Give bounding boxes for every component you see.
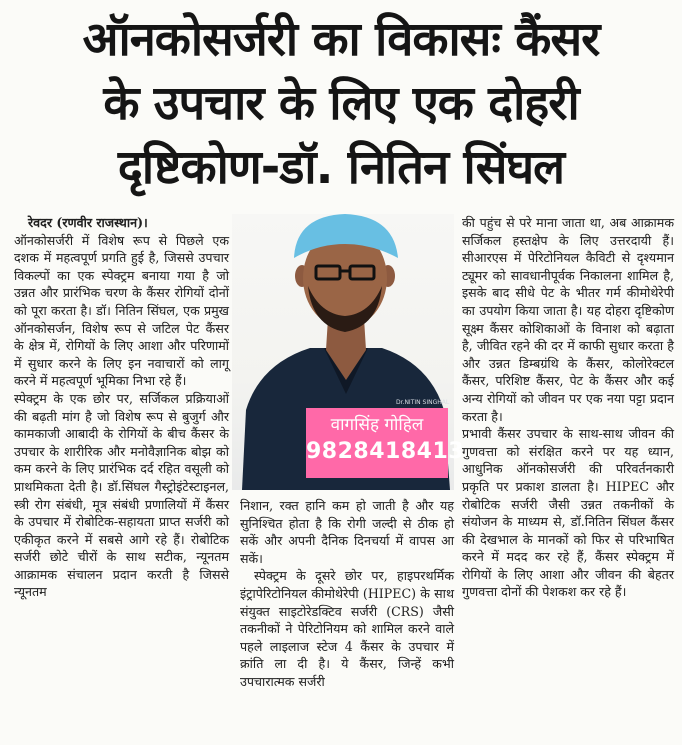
column-1-paragraph-2: स्पेक्ट्रम के एक छोर पर, सर्जिकल प्रक्रियाओं की बढ़ती मांग है जो विशेष रूप से बुजुर्ग और कामकाजी आबादी के रोगियों के बीच कैंसर के उपचार के शारीरिक और मनोवैज्ञानिक बोझ को कम करने के लिए प्रारंभिक दर्द रहित वसूली को प्राथमिकता देती है। डॉ.सिंघल गैस्ट्रोइंटेस्टाइनल, स्त्री रोग संबंधी, मूत्र संबंधी प्रणालियों में कैंसर के उपचार में रोबोटिक-सहायता प्राप्त सर्जरी को एकीकृत करने में सबसे आगे रहे हैं। रोबोटिक सर्जरी छोटे चीरों के साथ सटीक, न्यूनतम आक्रामक संचालन प्रदान करती है जिससे न्यूनतम bbox=[14, 390, 229, 600]
column-2-paragraph-1: निशान, रक्त हानि कम हो जाती है और यह सुनिश्चित होता है कि रोगी जल्दी से ठीक हो सकें और अपनी दैनिक दिनचर्या में वापस आ सकें। bbox=[240, 498, 454, 566]
byline: रेवदर (रणवीर राजस्थान)। bbox=[28, 215, 148, 230]
contact-badge bbox=[306, 408, 465, 478]
column-3-paragraph-1: की पहुंच से परे माना जाता था, अब आक्रामक सर्जिकल हस्तक्षेप के लिए उत्तरदायी हैं। सीआरएस में पेरिटोनियल कैविटी से दृश्यमान ट्यूमर को सावधानीपूर्वक निकालना शामिल है, इसके बाद सीधे पेट के भीतर गर्म कीमोथेरेपी का उपयोग किया जाता है। यह दोहरा दृष्टिकोण सूक्ष्म कैंसर कोशिकाओं के विनाश को बढ़ाता है, जीवित रहने की दर में काफी सुधार करता है और उन्नत डिम्बग्रंथि के कैंसर, कोलोरेक्टल कैंसर, परिशिष्ट कैंसर, पेट के कैंसर और कई अन्य रोगियों को जीवन पर एक नया पट्टा प्रदान करता है। bbox=[462, 215, 674, 424]
column-1-paragraph-1: ऑनकोसर्जरी में विशेष रूप से पिछले एक दशक में महत्वपूर्ण प्रगति हुई है, जिससे उपचार विकल्पों का एक स्पेक्ट्रम बनाया गया है जो उन्नत और प्रारंभिक चरण के कैंसर रोगियों दोनों को पूरा करता है। डॉ। नितिन सिंघल, एक प्रमुख ऑनकोसर्जन, विशेष रूप से जटिल पेट कैंसर के क्षेत्र में, रोगियों के लिए आशा और परिणामों में सुधार करने के लिए इन नवाचारों को लागू करने में महत्वपूर्ण भूमिका निभा रहे हैं। bbox=[14, 232, 229, 389]
article-column-3 bbox=[462, 214, 674, 601]
coat-label: Dr.NITIN SINGHAL bbox=[396, 399, 450, 406]
headline bbox=[0, 8, 682, 200]
column-3-paragraph-2: प्रभावी कैंसर उपचार के साथ-साथ जीवन की गुणवत्ता को संरक्षित करने पर यह ध्यान, आधुनिक ऑनकोसर्जरी की परिवर्तनकारी प्रकृति पर प्रकाश डालता है। HIPEC और रोबोटिक सर्जरी जैसी उन्नत तकनीकों के संयोजन के माध्यम से, डॉ.नितिन सिंघल कैंसर की देखभाल के मानकों को फिर से परिभाषित करने में मदद कर रहे हैं, कैंसर स्पेक्ट्रम में रोगियों के लिए आशा और जीवन की बेहतर गुणवत्ता दोनों की पेशकश कर रहे हैं। bbox=[462, 426, 674, 600]
headline-line-2: के उपचार के लिए एक दोहरी bbox=[103, 76, 579, 131]
headline-line-1: ऑनकोसर्जरी का विकासः कैंसर bbox=[82, 12, 600, 67]
column-2-paragraph-2: स्पेक्ट्रम के दूसरे छोर पर, हाइपरथर्मिक इंट्रापेरिटोनियल कीमोथेरेपी (HIPEC) के साथ संयुक्त साइटोरेडक्टिव सर्जरी (CRS) जैसी तकनीकों ने पेरिटोनियम को शामिल करने वाले पहले लाइलाज स्टेज 4 कैंसर के उपचार में क्रांति ला दी है। ये कैंसर, जिन्हें कभी उपचारात्मक सर्जरी bbox=[240, 568, 454, 689]
headline-line-3: दृष्टिकोण-डॉ. नितिन सिंघल bbox=[117, 140, 565, 195]
reporter-name: वागसिंह गोहिल bbox=[330, 415, 424, 435]
article-column-2 bbox=[240, 497, 454, 691]
reporter-phone: 9828418413 bbox=[306, 439, 465, 464]
article-column-1 bbox=[14, 214, 229, 601]
